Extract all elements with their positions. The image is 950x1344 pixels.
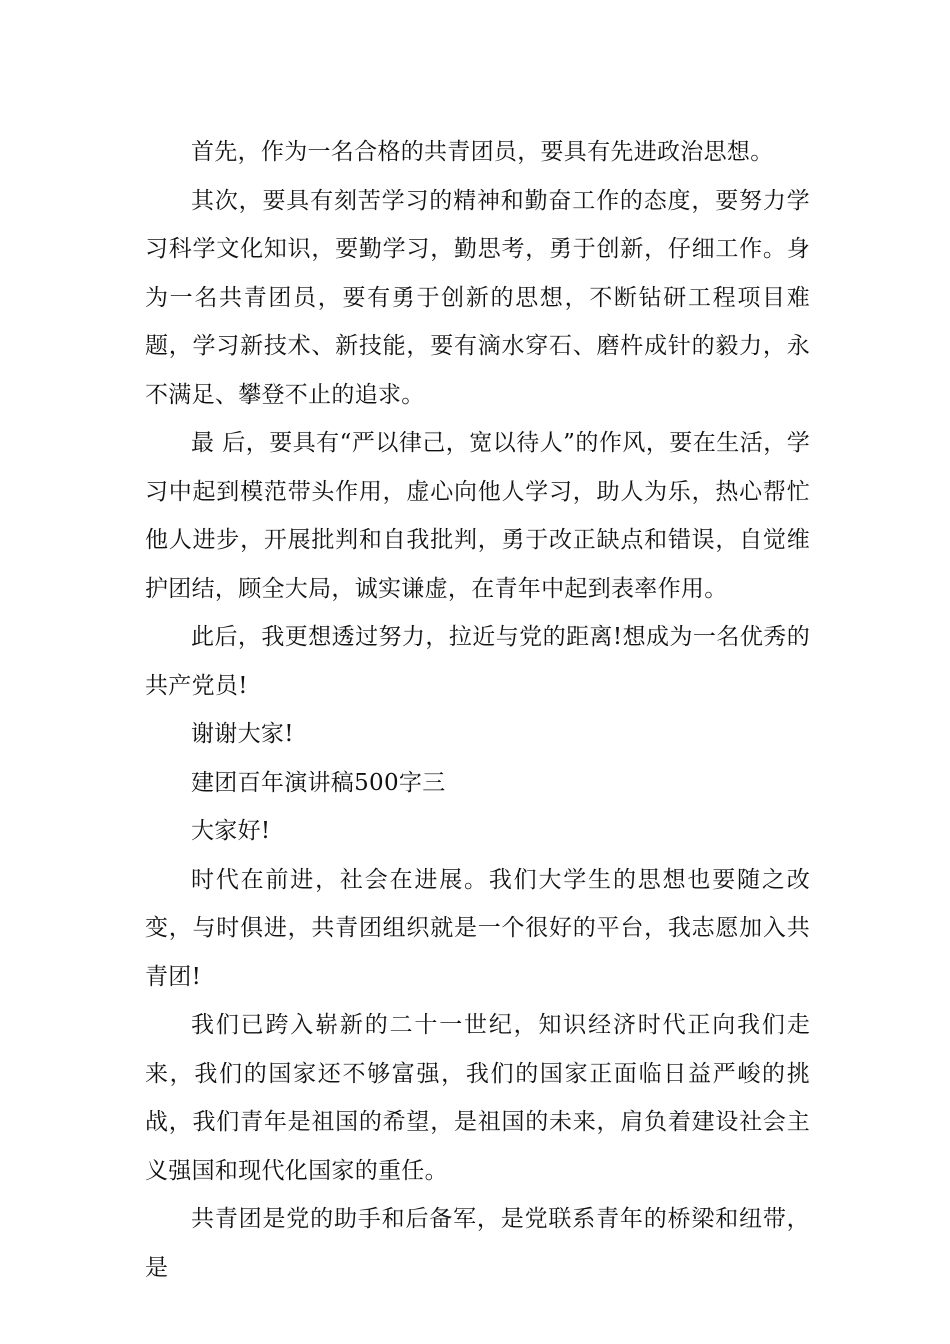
paragraph-politics: 首先，作为一名合格的共青团员，要具有先进政治思想。 bbox=[191, 139, 774, 165]
paragraph-conduct: 最 后，要具有“严以律己，宽以待人”的作风，要在生活，学习中起到模范带头作用，虚心向他人学习，助人为乐，热心帮忙他人进步，开展批判和自我批判，勇于改正缺点和错误，自觉维护团结，顾全大局，诚实谦虚，在青年中起到表率作用。 bbox=[145, 430, 810, 602]
section-title: 建团百年演讲稿500字三 bbox=[191, 769, 446, 796]
paragraph-youth-league: 共青团是党的助手和后备军，是党联系青年的桥梁和纽带，是 bbox=[145, 1206, 810, 1281]
paragraph-greeting: 大家好! bbox=[191, 818, 271, 844]
paragraph-thanks: 谢谢大家! bbox=[191, 721, 294, 747]
paragraph-century: 我们已跨入崭新的二十一世纪，知识经济时代正向我们走来，我们的国家还不够富强，我们的国家正面临日益严峻的挑战，我们青年是祖国的希望，是祖国的未来，肩负着建设社会主义强国和现代化国家的重任。 bbox=[145, 1012, 810, 1184]
document-body bbox=[145, 128, 810, 1292]
paragraph-party-goal: 此后，我更想透过努力，拉近与党的距离!想成为一名优秀的共产党员! bbox=[145, 624, 810, 699]
paragraph-era: 时代在前进，社会在进展。我们大学生的思想也要随之改变，与时俱进，共青团组织就是一个很好的平台，我志愿加入共青团! bbox=[145, 866, 810, 990]
paragraph-study: 其次，要具有刻苦学习的精神和勤奋工作的态度，要努力学习科学文化知识，要勤学习，勤思考，勇于创新，仔细工作。身为一名共青团员，要有勇于创新的思想，不断钻研工程项目难题，学习新技术、新技能，要有滴水穿石、磨杵成针的毅力，永不满足、攀登不止的追求。 bbox=[145, 187, 810, 408]
